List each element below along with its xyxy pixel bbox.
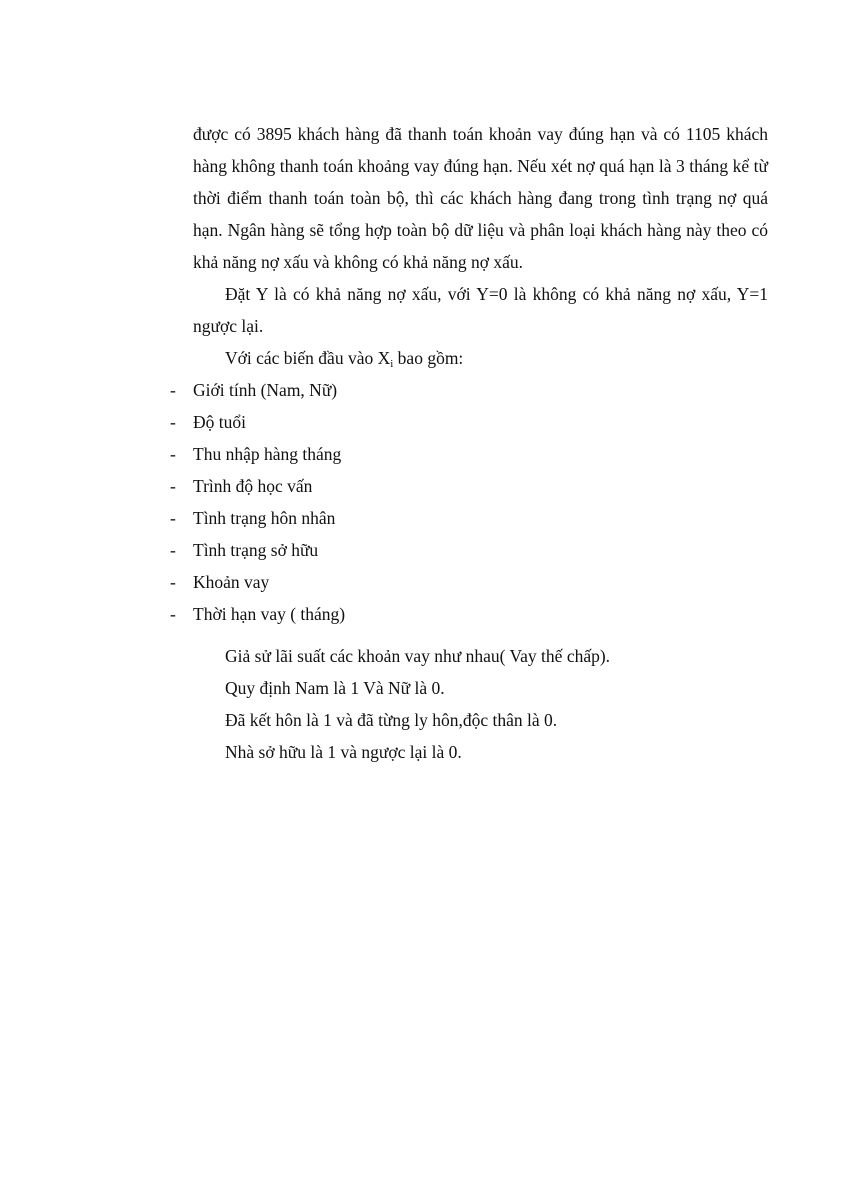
note-line: Nhà sở hữu là 1 và ngược lại là 0.: [225, 742, 462, 762]
bullet-dash: -: [170, 412, 176, 432]
list-item-text: Trình độ học vấn: [193, 476, 313, 496]
bullet-dash: -: [170, 444, 176, 464]
note-line: Đã kết hôn là 1 và đã từng ly hôn,độc thân là 0.: [225, 710, 558, 730]
subscript-i: i: [390, 358, 394, 370]
list-item: [170, 502, 345, 534]
note-line: Giả sử lãi suất các khoản vay như nhau( Vay thế chấp).: [225, 646, 611, 666]
bullet-dash: -: [170, 476, 176, 496]
list-item: [170, 374, 345, 406]
paragraph-variable-y-definition: Đặt Y là có khả năng nợ xấu, với Y=0 là không có khả năng nợ xấu, Y=1 ngược lại.: [193, 284, 768, 336]
note-line: Quy định Nam là 1 Và Nữ là 0.: [225, 678, 445, 698]
list-item-text: Tình trạng sở hữu: [193, 540, 319, 560]
intro-text-before: Với các biến đầu vào X: [225, 348, 391, 368]
intro-text-after: bao gồm:: [393, 348, 464, 368]
list-item: [170, 406, 345, 438]
list-item-text: Giới tính (Nam, Nữ): [193, 380, 338, 400]
list-item: [170, 566, 345, 598]
bullet-dash: -: [170, 508, 176, 528]
assumption-notes: [225, 640, 610, 768]
list-item-text: Thu nhập hàng tháng: [193, 444, 342, 464]
bullet-dash: -: [170, 540, 176, 560]
input-variables-list: [170, 374, 345, 630]
list-item: [170, 534, 345, 566]
list-item: [170, 598, 345, 630]
list-item-text: Thời hạn vay ( tháng): [193, 604, 346, 624]
list-item: [170, 438, 345, 470]
bullet-dash: -: [170, 380, 176, 400]
list-item-text: Độ tuổi: [193, 412, 246, 432]
bullet-dash: -: [170, 572, 176, 592]
list-item-text: Tình trạng hôn nhân: [193, 508, 336, 528]
list-item-text: Khoản vay: [193, 572, 270, 592]
paragraph-customer-summary: được có 3895 khách hàng đã thanh toán khoản vay đúng hạn và có 1105 khách hàng không thanh toán khoảng vay đúng hạn. Nếu xét nợ quá hạn là 3 tháng kể từ thời điểm thanh toán toàn bộ, thì các khách hàng đang trong tình trạng nợ quá hạn. Ngân hàng sẽ tổng hợp toàn bộ dữ liệu và phân loại khách hàng này theo có khả năng nợ xấu và không có khả năng nợ xấu.: [193, 124, 768, 272]
list-item: [170, 470, 345, 502]
bullet-dash: -: [170, 604, 176, 624]
